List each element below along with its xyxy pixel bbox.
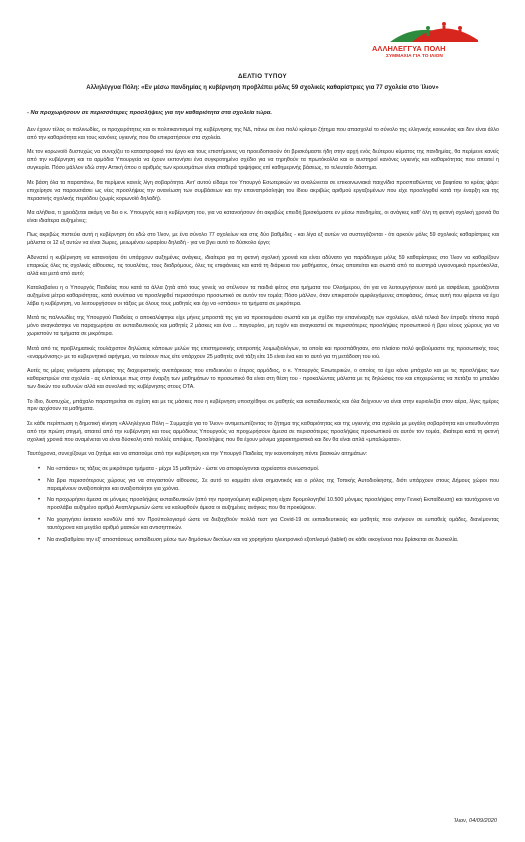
- list-item: • Να προχωρήσει άμεσα σε μόνιμες προσλήψεις εκπαιδευτικών (από την προηγούμενη κυβέρνηση είχαν δρομολογηθεί 10.500 μόνιμες προσλήψεις στην Γενική Εκπαίδευση) και ταυτόχρονα να προσλάβει αυξημένο αριθμό Αναπληρωτών ώστε να καλυφθούν άμεσα οι αυξημένες ανάγκες που θα προκύψουν.: [47, 497, 499, 513]
- document-body: [27, 127, 499, 549]
- list-item: • Να αναβαθμίσει την εξ' αποστάσεως εκπαίδευση μέσω των δημόσιων δικτύων και να χορηγήσει ηλεκτρονικό εξοπλισμό (tablet) σε κάθε οικογένεια που βρίσκεται σε δυσκολία.: [47, 537, 499, 545]
- paragraph: Ταυτόχρονα, συνεχίζουμε να ζητάμε και να απαιτούμε από την κυβέρνηση και την Υπουργό Παιδείας την ικανοποίηση πέντε βασικών αιτημάτων:: [27, 451, 368, 458]
- logo-title: ΑΛΛΗΛΕΓΓΥΑ ΠΟΛΗ: [372, 44, 446, 53]
- paragraph: Αδυνατεί η κυβέρνηση να κατανοήσει ότι υπάρχουν αυξημένες ανάγκες, ιδιαίτερα για τη φετινή σχολική χρονιά και είναι αδύνατο για παράδειγμα μόλις 59 καθαρίστριες στο Ίλιον να καθαρίζουν επαρκώς όλες τις σχολικές αίθουσες, τις τουαλέτες, τους διαδρόμους, όλες τις επιφάνειες και κατά τη διάρκεια του μαθήματος, όπως απαιτείται και σωστά από τα αυστηρά υγειονομικά πρωτόκολλα, αλλά και μετά από αυτό;: [27, 254, 499, 277]
- paragraph: Με βάση όλα τα παραπάνω, θα περίμενε κανείς λίγη σοβαρότητα. Αντ' αυτού είδαμε τον Υπουργό Εσωτερικών να αναλώνεται σε επικοινωνιακά παιχνίδια προσπαθώντας να βαφτίσει το κρέας ψάρι: επιχείρησε να παρουσιάσει ως νέες προσλήψεις την ανανέωση των συμβάσεων και την επαναπρόσληψη του ίδιου ακριβώς αριθμού εργαζομένων που είχε προσληφθεί κατά την έναρξη και της περασινής σχολικής περιόδου (χωρίς κορωνοϊό δηλαδή).: [27, 179, 499, 202]
- paragraph: Μα αλήθεια, τι χρειάζεται ακόμη να δει ο κ. Υπουργός και η κυβέρνηση του, για να κατανοήσουν ότι ακριβώς επειδή βρισκόμαστε εν μέσω πανδημίας, οι ανάγκες καθ' όλη τη φετινή σχολική χρονιά θα είναι ιδιαίτερα αυξημένες;: [27, 210, 499, 224]
- document-heading: ΔΕΛΤΙΟ ΤΥΠΟΥ: [238, 73, 287, 80]
- paragraph: Δεν έχουν τέλος οι παλινωδίες, οι προχειρότητες και οι πολιτικαντισμοί της κυβέρνησης της ΝΔ, πάνω σε ένα πολύ κρίσιμο ζήτημα που απασχολεί το σύνολο της ελληνικής κοινωνίας και δεν είναι άλλο από την καθαριότητα και τους κανόνες υγιεινής που θα επικρατήσουν στα σχολεία.: [27, 127, 499, 141]
- logo: [360, 14, 510, 64]
- paragraph: Με τον κορωνοϊό δυστυχώς να συνεχίζει το καταστροφικό του έργο και τους επιστήμονες να προειδοποιούν ότι βρισκόμαστε ήδη στην αρχή ενός δεύτερου κύματος της πανδημίας, θα περίμενε κανείς από την κυβέρνηση και τα αρμόδια Υπουργεία να έχουν εκπονήσει ένα συγκροτημένο σχέδιο για να τηρηθούν τα πρωτόκολλα και οι αυστηροί κανόνες υγιεινής και καθαριότητας που απαιτεί η συγκυρία. Πόσο μάλλον εδώ στην Αττική όπου ο αριθμός των κρουσμάτων είναι σταθερά τριψήφιος επί καθημερινής βάσεως, το τελευταίο διάστημα.: [27, 149, 499, 172]
- logo-subtitle: ΣΥΜΜΑΧΙΑ ΓΙΑ ΤΟ ΙΛΙΟΝ: [386, 54, 443, 59]
- paragraph: Το ίδιο, δυστυχώς, μπάχαλο παρατηρείται σε σχέση και με τις μάσκες που η κυβέρνηση υποσχέθηκε σε μαθητές και εκπαιδευτικούς και όλα δείχνουν να είναι στην κυριολεξία στον αέρα, λίγες ημέρες πριν αρχίσουν τα μαθήματα.: [27, 398, 499, 413]
- document-date: Ίλιον, 04/09/2020: [453, 818, 497, 824]
- list-item: • Να «σπάσει» τις τάξεις σε μικρότερα τμήματα - μέχρι 15 μαθητών - ώστε να αποφεύγονται αχρείαστοι συνωστισμοί.: [47, 466, 499, 474]
- logo-mark-icon: [360, 14, 510, 44]
- lead-statement: - Να προχωρήσουν σε περισσότερες προσλήψεις για την καθαριότητα στα σχολεία τώρα.: [27, 110, 273, 116]
- list-item: • Να βρει περισσότερους χώρους για να στεγαστούν αίθουσες. Σε αυτό το κομμάτι είναι σημαντικός και ο ρόλος της Τοπικής Αυτοδιοίκησης, διότι υπάρχουν στους Δήμους χώροι που παραμένουν αναξιοποίητοι και αναξιοποίητοι για χρόνια.: [47, 478, 499, 494]
- document-subtitle: Αλληλέγγυα Πόλη: «Εν μέσω πανδημίας η κυβέρνηση προβλέπει μόλις 59 σχολικές καθαρίστριες για 77 σχολεία στο Ίλιον»: [86, 85, 439, 91]
- paragraph: Καταλαβαίνει η ο Υπουργός Παιδείας που κατά τα άλλα ζητά από τους γονείς να στέλνουν τα παιδιά φέτος στα τμήματα του Ολοήμερου, ότι για να λειτουργήσουν αυτά με ασφάλεια, χρειάζονται αυξημένα μέτρα καθαριότητας, κατά συνέπεια να προσληφθεί περισσότερο προσωπικό σε αυτόν τον τομέα; Πόσο μάλλον, όταν επικρατούν αμφιλεγόμενες αποφάσεις, όπως αυτή που φέρεται να έχει λάβει η κυβέρνηση, να λειτουργήσουν οι τάξεις με όλους τους μαθητές και όχι να «σπάσει» τα τμήματα σε μικρότερα.: [27, 285, 499, 307]
- demands-list: [27, 466, 499, 545]
- paragraph: Πως ακριβώς πιστεύει αυτή η κυβέρνηση ότι εδώ στο Ίλιον, με ένα σύνολο 77 σχολείων και στις δύο βαθμίδες - και λίγα εξ αυτών να συστεγάζονται - ότι αρκούν μόλις 59 σχολικές καθαρίστριες και μάλιστα οι 12 εξ αυτών να είναι 3ωρες, μειωμένου ωραρίου δηλαδή - για να βγει αυτό το δύσκολο έργο;: [27, 232, 499, 247]
- paragraph: Σε κάθε περίπτωση η δημοτική κίνηση «Αλληλέγγυα Πόλη – Συμμαχία για το Ίλιον» αντιμετωπίζοντας το ζήτημα της καθαριότητας και της υγιεινής στα σχολεία με μεγάλη σοβαρότητα και υπευθυνότητα από την πρώτη στιγμή, απαιτεί από την κυβέρνηση και τους αρμόδιους Υπουργούς να προχωρήσουν άμεσα σε περισσότερες προσλήψεις προσωπικού σε αυτόν τον τομέα, ιδιαίτερα κατά τη φετινή σχολική χρονιά που αναμένεται να είναι δύσκολη από πολλές απόψεις. Προσλήψεις που θα έχουν μόνιμα χαρακτηριστικά και δεν θα είναι απλά «μπαλώματα».: [27, 420, 499, 443]
- paragraph: Αυτές τις μέρες γινόμαστε μάρτυρες της διαχειριστικής ανεπάρκειας που επιδεικνύει ο έτερος αρμόδιος, ο κ. Υπουργός Εσωτερικών, ο οποίος τα έχει κάνει μπάχαλο και με τις προσλήψεις των καθαριστριών στα σχολεία - ας ελπίσουμε πως στην έναρξη των μαθημάτων το προσωπικό θα είναι στη θέση του - προκαλώντας μάλιστα με τις δηλώσεις του και επιχειρώντας να πετάξει το μπαλάκι των δικών του ευθυνών αλλά και συνολικά της κυβέρνησης στους ΟΤΑ.: [27, 368, 499, 390]
- list-item: • Να χορηγήσει έκτακτο κονδύλι από τον Προϋπολογισμό ώστε να διεξαχθούν πολλά τεστ για Covid-19 σε εκπαιδευτικούς και μαθητές που ανήκουν σε ευπαθείς ομάδες, διανέμοντας ταυτόχρονα και μεγάλο αριθμό μασκών και αντισηπτικών.: [47, 517, 499, 533]
- paragraph: Μετά τις παλινωδίες της Υπουργού Παιδείας ο αποκαλύφτηκε είχε μήνες μπροστά της για να προετοιμάσει σωστά και με σχέδιο την επανέναρξη των σχολείων, αλλά τελικά δεν έπραξε τίποτα παρά μόνο αναγκάστηκε να παραχωρήσει σε εκπαιδευτικούς και μαθητές 2 μάσκες και ένα ... παγουρίνο, μη τυχόν και αναγκαστεί σε περισσότερες προσλήψεις προσωπικού ή βρει νέους χώρους για να χωριστούν τα τμήματα σε μικρότερα.: [27, 315, 499, 338]
- paragraph: Μετά από τις προβληματικές τουλάχιστον δηλώσεις κάποιων μελών της επιστημονικής επιτροπής λοιμωξιολόγων, τα οποία και προσπάθησαν, στο πλαίσιο πολύ φοβούμαστε της προσωπικής τους «εναρμόνισης» με το κυβερνητικό αφήγημα, να πείσουν πως είτε υπάρχουν 25 μαθητές ανά τάξη είτε 15 είναι ένα και το αυτό για τη μετάδοση του ιού.: [27, 345, 499, 360]
